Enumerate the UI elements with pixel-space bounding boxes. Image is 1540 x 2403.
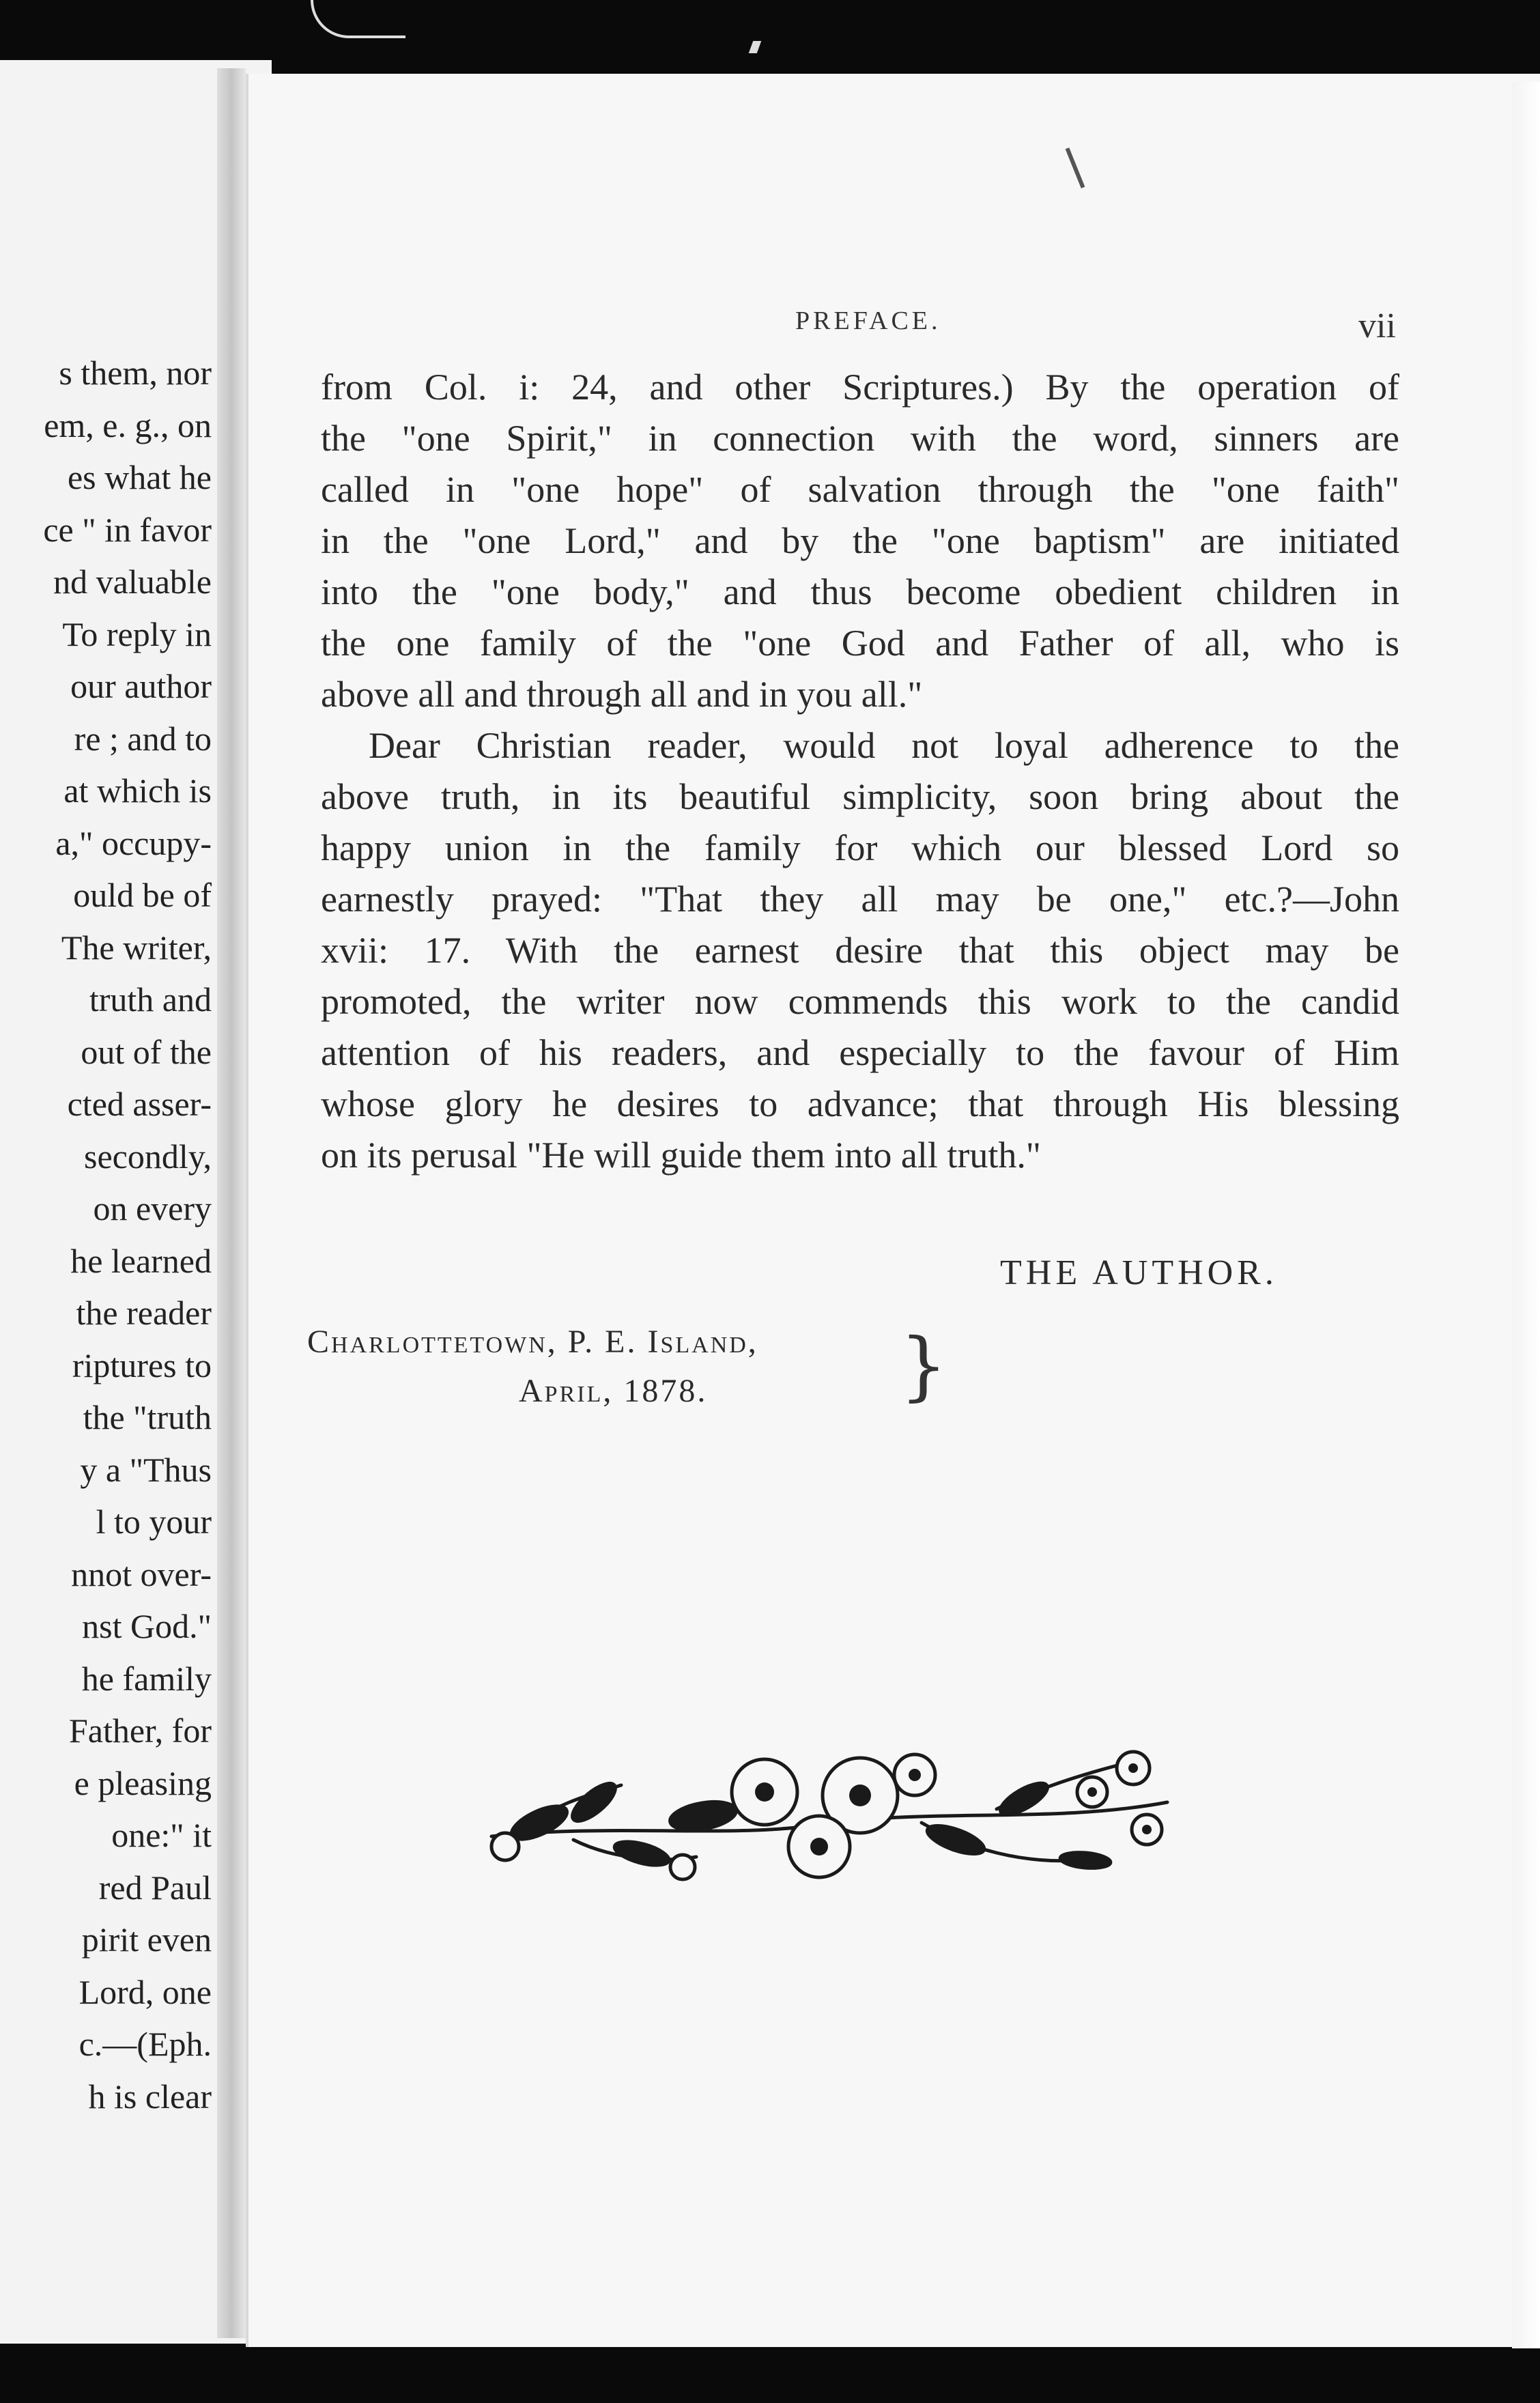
text-line: Dear Christian reader, would not loyal adherence to the <box>369 725 1399 766</box>
previous-page-line: red Paul <box>98 1868 212 1907</box>
previous-page-line: h is clear <box>88 2077 212 2116</box>
previous-page-line: riptures to <box>72 1346 212 1384</box>
text-line: on its perusal "He will guide them into all truth." <box>321 1135 1041 1176</box>
text-line: above truth, in its beautiful simplicity, soon bring about the <box>321 776 1399 817</box>
previous-page-line: secondly, <box>84 1137 212 1176</box>
dateline <box>307 1318 758 1416</box>
previous-page-text <box>0 347 212 2122</box>
page-edge <box>1512 82 1540 2348</box>
previous-page-line: To reply in <box>62 614 212 653</box>
previous-page-line: e pleasing <box>74 1763 212 1802</box>
text-line: from Col. i: 24, and other Scriptures.) By the operation of <box>321 367 1399 408</box>
preface-body <box>321 362 1399 1181</box>
previous-page-line: on every <box>93 1189 212 1227</box>
previous-page-line: he learned <box>70 1241 212 1280</box>
previous-page-line: truth and <box>89 980 212 1019</box>
book-gutter <box>217 68 246 2338</box>
previous-page-line: Father, for <box>68 1711 212 1750</box>
text-line: promoted, the writer now commends this work to the candid <box>321 981 1399 1022</box>
text-line: the "one Spirit," in connection with the word, sinners are <box>321 418 1399 459</box>
text-line: above all and through all and in you all." <box>321 674 923 715</box>
previous-page-line: em, e. g., on <box>44 406 212 444</box>
text-line: whose glory he desires to advance; that through His blessing <box>321 1083 1399 1124</box>
paragraph <box>321 720 1399 1181</box>
previous-page-line: out of the <box>81 1032 212 1071</box>
previous-page-line: he family <box>81 1659 212 1698</box>
previous-page-line: ould be of <box>73 876 212 914</box>
floral-ornament <box>478 1720 1181 1891</box>
previous-page-line: c.—(Eph. <box>79 2025 212 2063</box>
previous-page-line: our author <box>70 667 212 705</box>
running-head: PREFACE. <box>795 307 941 335</box>
text-line: in the "one Lord," and by the "one baptism" are initiated <box>321 520 1399 561</box>
previous-page-line: s them, nor <box>59 354 212 392</box>
text-line: into the "one body," and thus become obedient children in <box>321 571 1399 612</box>
text-line: earnestly prayed: "That they all may be one," etc.?—John <box>321 879 1399 920</box>
text-line: xvii: 17. With the earnest desire that this object may be <box>321 930 1399 971</box>
previous-page-line: cted asser- <box>67 1085 212 1123</box>
author-signature: THE AUTHOR. <box>1000 1253 1278 1292</box>
previous-page-line: Lord, one <box>79 1972 212 2011</box>
brace-glyph: } <box>900 1322 947 1409</box>
previous-page-line: es what he <box>67 458 212 496</box>
page-number: vii <box>1358 307 1396 345</box>
previous-page-line: one:" it <box>111 1816 212 1854</box>
paragraph <box>321 362 1399 720</box>
previous-page-line: The writer, <box>61 928 212 967</box>
previous-page-line: at which is <box>63 771 212 810</box>
previous-page-line: nd valuable <box>53 563 212 601</box>
previous-page-line: y a "Thus <box>80 1450 212 1489</box>
previous-page-line: nnot over- <box>71 1554 212 1593</box>
text-line: happy union in the family for which our blessed Lord so <box>321 827 1399 868</box>
dateline-place: Charlottetown, P. E. Island, <box>307 1324 758 1360</box>
previous-page-line: re ; and to <box>74 719 212 758</box>
previous-page-line: the reader <box>76 1294 212 1332</box>
previous-page-line: ce " in favor <box>43 510 212 549</box>
previous-page-line: l to your <box>96 1503 212 1541</box>
scanner-background-bottom <box>0 2348 1540 2403</box>
previous-page-line: nst God." <box>82 1607 212 1645</box>
text-line: attention of his readers, and especially to the favour of Him <box>321 1032 1399 1073</box>
text-line: the one family of the "one God and Father of all, who is <box>321 623 1399 664</box>
text-line: called in "one hope" of salvation through the "one faith" <box>321 469 1399 510</box>
previous-page-line: pirit even <box>81 1920 212 1959</box>
dateline-date: April, 1878. <box>519 1373 708 1409</box>
previous-page-line: a," occupy- <box>55 823 212 862</box>
previous-page-line: the "truth <box>83 1398 212 1436</box>
